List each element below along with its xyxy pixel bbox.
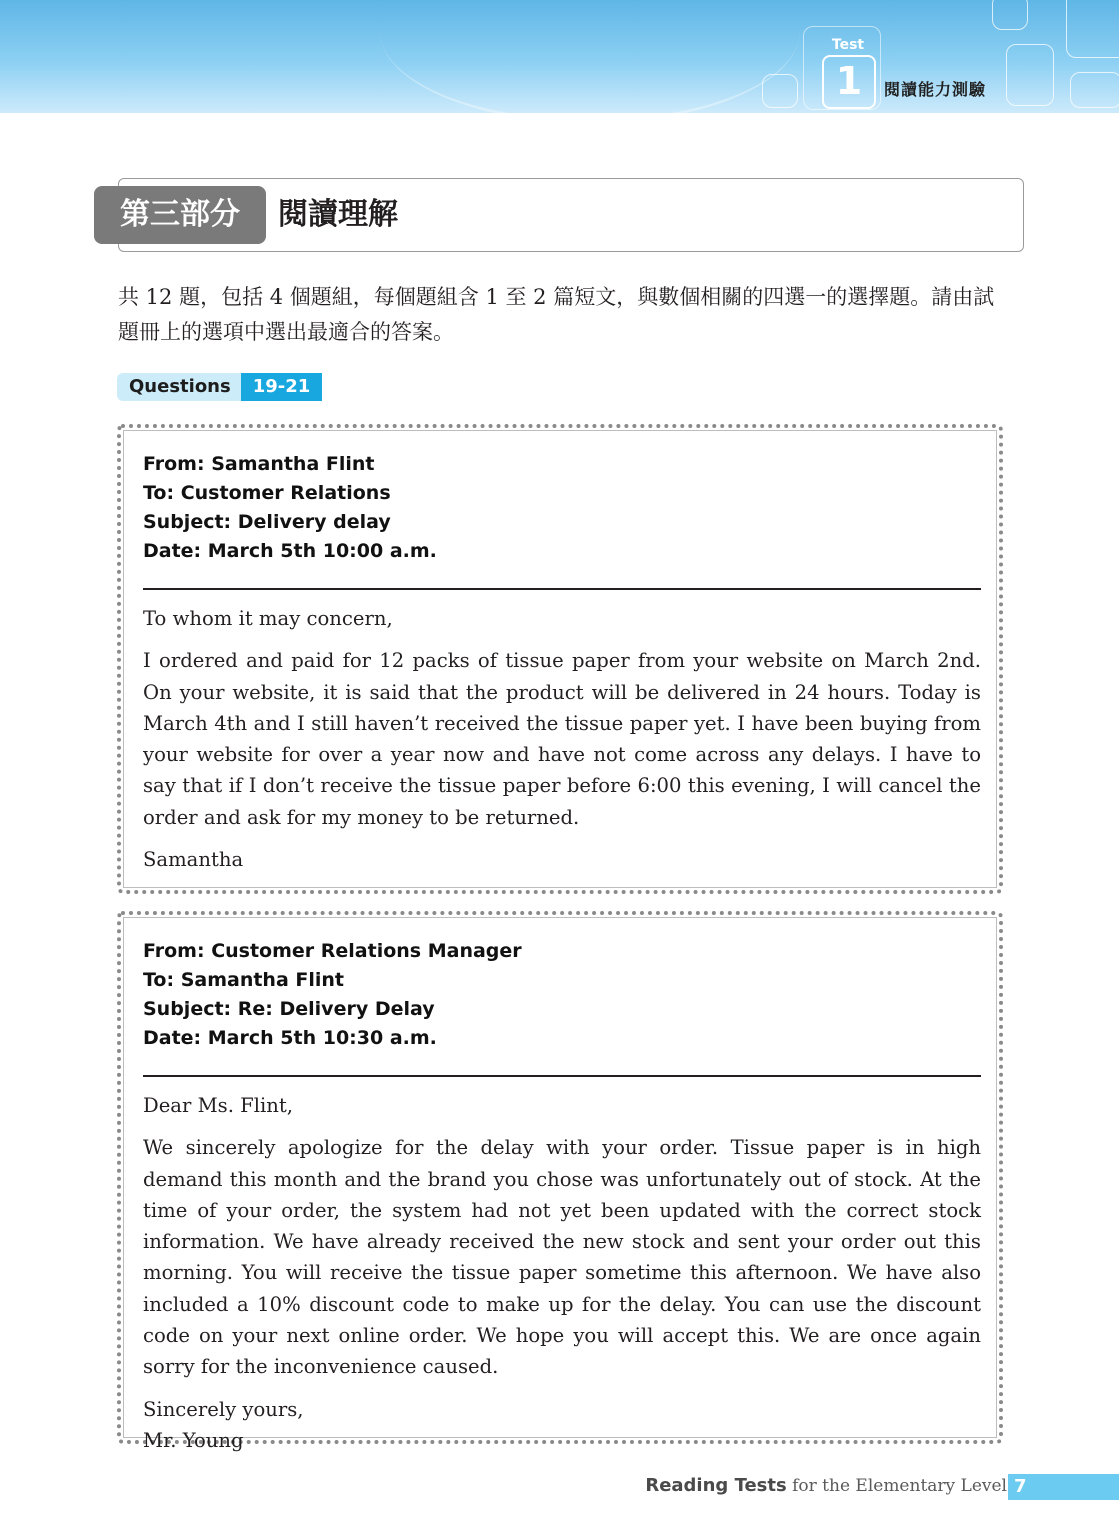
section-title: 閱讀理解 bbox=[278, 197, 398, 232]
email-greeting: To whom it may concern, bbox=[143, 607, 393, 630]
test-label: Test bbox=[831, 37, 865, 53]
section-instructions: 共 12 題，包括 4 個題組，每個題組含 1 至 2 篇短文，與數個相關的四選一的選擇題。請由試題冊上的選項中選出最適合的答案。 bbox=[118, 285, 995, 344]
email-subject: Subject: Delivery delay bbox=[143, 511, 391, 533]
page-number: 7 bbox=[1008, 1474, 1119, 1500]
banner-square-decoration bbox=[1066, 0, 1119, 58]
banner-square-decoration bbox=[762, 74, 798, 108]
banner-book-decoration bbox=[380, 0, 800, 113]
email-subject: Subject: Re: Delivery Delay bbox=[143, 998, 435, 1020]
email-paragraph: I ordered and paid for 12 packs of tissue paper from your website on March 2nd. On your website, it is said that the product will be delivered in 24 hours. Today is March 4th and I still haven’t received the tissue paper yet. I have been buying from your website for over a year now and have not come across any delays. I have to say that if I don’t receive the tissue paper before 6:00 this evening, I will cancel the order and ask for my money to be returned. bbox=[143, 649, 981, 829]
footer-title-rest: for the Elementary Level bbox=[786, 1476, 1007, 1496]
footer-title-bold: Reading Tests bbox=[645, 1475, 787, 1496]
questions-label: Questions bbox=[117, 373, 241, 401]
questions-range: 19-21 bbox=[241, 373, 323, 401]
email-signature: Samantha bbox=[143, 848, 244, 872]
test-number: 1 bbox=[822, 55, 876, 109]
footer-book-title bbox=[645, 1475, 1007, 1496]
banner-square-decoration bbox=[1070, 72, 1119, 108]
email-signature: Mr. Young bbox=[143, 1428, 244, 1452]
banner-square-decoration bbox=[1006, 44, 1054, 106]
email-paragraph: We sincerely apologize for the delay with your order. Tissue paper is in high demand this month and the brand you chose was unfortunately out of stock. At the time of your order, the system had not yet been updated with the correct stock information. We have already received the new stock and sent your order out this morning. You will receive the tissue paper sometime this afternoon. We have also included a 10% discount code to make up for the delay. You can use the discount code on your next online order. We hope you will accept this. We are once again sorry for the inconvenience caused. bbox=[143, 1136, 981, 1379]
email-to: To: Samantha Flint bbox=[143, 969, 345, 991]
email-greeting: Dear Ms. Flint, bbox=[143, 1094, 294, 1117]
header-divider bbox=[143, 588, 981, 590]
email-box-2 bbox=[117, 911, 1003, 1452]
email-date: Date: March 5th 10:00 a.m. bbox=[143, 540, 437, 562]
email-from: From: Samantha Flint bbox=[143, 453, 375, 475]
email-body bbox=[143, 603, 981, 886]
email-to: To: Customer Relations bbox=[143, 482, 391, 504]
email-body bbox=[143, 1090, 981, 1467]
email-date: Date: March 5th 10:30 a.m. bbox=[143, 1027, 437, 1049]
header-divider bbox=[143, 1075, 981, 1077]
test-title: 閱讀能力測驗 bbox=[884, 80, 987, 99]
header-banner bbox=[0, 0, 1119, 113]
section-tab: 第三部分 bbox=[94, 186, 266, 244]
email-closing: Sincerely yours, bbox=[143, 1397, 304, 1421]
banner-square-decoration bbox=[992, 0, 1028, 30]
questions-badge bbox=[117, 373, 322, 401]
email-box-1 bbox=[117, 424, 1003, 894]
email-from: From: Customer Relations Manager bbox=[143, 940, 522, 962]
